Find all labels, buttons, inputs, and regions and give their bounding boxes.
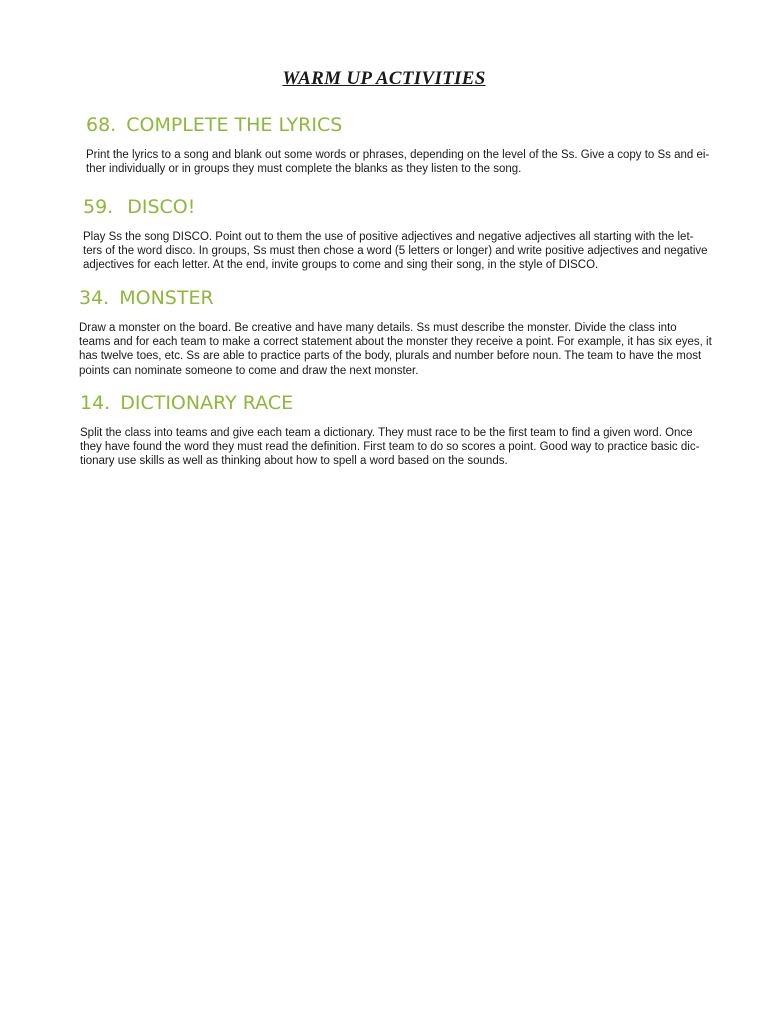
section-number: 59. (83, 196, 114, 218)
page-title: WARM UP ACTIVITIES (282, 68, 486, 89)
section-complete-the-lyrics (86, 114, 768, 176)
section-body (86, 148, 768, 176)
body-line: ters of the word disco. In groups, Ss must then chose a word (5 letters or longer) and write positive adjectives and negative (83, 245, 708, 258)
body-line: they have found the word they must read the definition. First team to do so scores a point. Good way to practice basic dic- (80, 441, 700, 454)
body-line: ther individually or in groups they must complete the blanks as they listen to the song. (86, 163, 522, 176)
section-body (83, 230, 768, 273)
section-title: DISCO! (127, 196, 196, 218)
section-title: COMPLETE THE LYRICS (126, 114, 343, 136)
section-monster (79, 287, 768, 378)
section-title: DICTIONARY RACE (120, 392, 294, 414)
section-dictionary-race (80, 392, 768, 469)
body-line: Split the class into teams and give each team a dictionary. They must race to be the first team to find a given word. Once (80, 427, 693, 439)
section-number: 14. (80, 392, 111, 414)
body-line: points can nominate someone to come and draw the next monster. (79, 364, 419, 377)
section-number: 68. (86, 114, 117, 136)
section-heading (86, 114, 768, 136)
body-line: tionary use skills as well as thinking about how to spell a word based on the sounds. (80, 455, 508, 468)
body-line: Draw a monster on the board. Be creative and have many details. Ss must describe the monster. Divide the class into (79, 322, 677, 334)
body-line: Print the lyrics to a song and blank out some words or phrases, depending on the level of the Ss. Give a copy to Ss and ei- (86, 149, 710, 161)
section-heading (83, 196, 768, 218)
section-number: 34. (79, 287, 110, 309)
section-body (80, 426, 768, 469)
body-line: Play Ss the song DISCO. Point out to them the use of positive adjectives and negative adjectives all starting with the let- (83, 231, 694, 243)
section-title: MONSTER (119, 287, 214, 309)
section-heading (80, 392, 768, 414)
section-body (79, 321, 768, 378)
section-heading (79, 287, 768, 309)
section-disco (83, 196, 768, 273)
body-line: teams and for each team to make a correct statement about the monster they receive a point. For example, it has six eyes, it (79, 336, 712, 349)
body-line: adjectives for each letter. At the end, invite groups to come and sing their song, in the style of DISCO. (83, 259, 599, 272)
body-line: has twelve toes, etc. Ss are able to practice parts of the body, plurals and number before noun. The team to have the most (79, 350, 702, 363)
